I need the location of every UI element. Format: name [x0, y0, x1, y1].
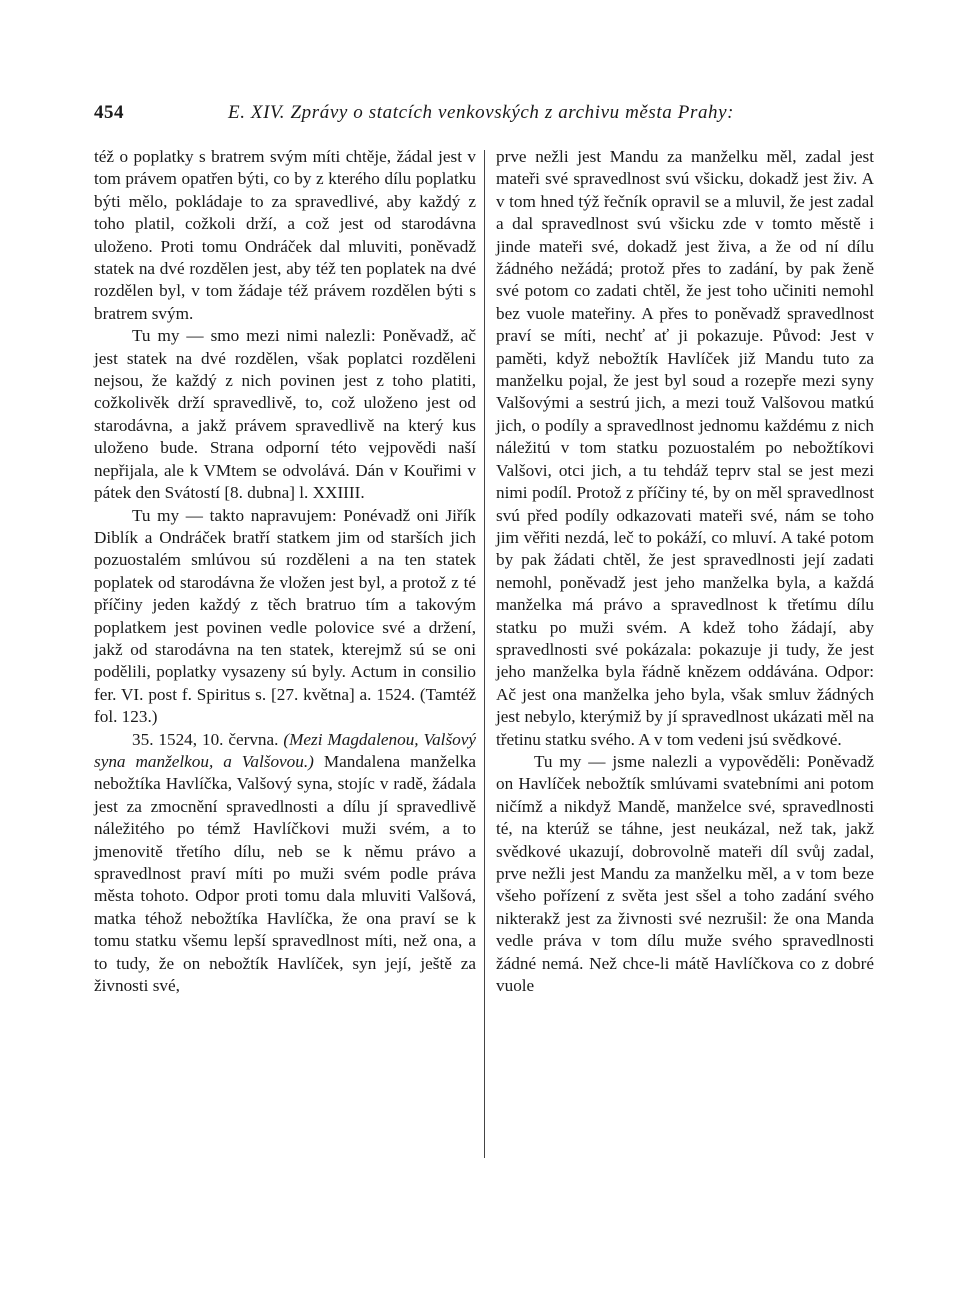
paragraph — [94, 729, 476, 998]
paragraph: Tu my — smo mezi nimi nalezli: Poněvadž, ač jest statek na dvé rozdělen, však poplatci rozděleni nejsou, že každý z nich povinen jest z toho platiti, cožkolivěk drží spravedlivě, to, což uloženo jest od starodávna, a jakž právem spravedlivě na který kus uloženo bude. Strana odporní této vejpovědi naší nepřijala, ale k VMtem se odvolává. Dán v Kouřimi v pátek den Svátostí [8. dubna] l. XXIIII. — [94, 326, 476, 503]
entry-parties: (Mezi Magdalenou, Valšový syna manželkou, a Valšovou.) — [94, 729, 476, 771]
right-column — [496, 146, 874, 997]
running-title: E. XIV. Zprávy o statcích venkovských z archivu města Prahy: — [228, 102, 735, 123]
paragraph: Tu my — takto napravujem: Ponévadž oni Jiřík Diblík a Ondráček bratří statkem jim od starších jich pozuostalém smlúvou sú rozděleni a na ten statek poplatek od starodávna že vložen jest byl, a protož z té příčiny jeden každý z těch bratruo tím a takovým poplatkem jest povinen vedle polovice své a držení, jakž od starodávna na ten statek, kterejmž sú se oni podělili, poplatky vysazeny sú byly. Actum in consilio fer. VI. post f. Spiritus s. [27. května] a. 1524. (Tamtéž fol. 123.) — [94, 505, 476, 727]
page-number: 454 — [94, 102, 124, 123]
entry-heading: 35. 1524, 10. června. — [132, 729, 284, 749]
entry-text: Mandalena manželka nebožtíka Havlíčka, Valšový syna, stojíc v radě, žádala jest za zmocnění spravedlnosti a dílu jí spravedlivě náležitého po témž Havlíčkovi muži svém, a to jmenovitě třetího dílu, neb se k němu právo a spravedlnost praví míti po muži svém podle práva města tohoto. Odpor proti tomu dala mluviti Valšová, matka téhož nebožtíka Havlíčka, že ona praví se k tomu statku všemu lepší spravedlnost míti, než ona, a to tudy, že on nebožtík Havlíček, syn její, ještě za živnosti své, — [94, 751, 476, 996]
paragraph: též o poplatky s bratrem svým míti chtěje, žádal jest v tom právem opatřen býti, co by z kterého dílu poplatku býti mělo, pokládaje to za spravedlivé, aby každý z toho platil, cožkoli drží, a což jest od starodávna uloženo. Proti tomu Ondráček dal mluviti, poněvadž statek na dvé rozdělen jest, aby též ten poplatek na dvé rozdělen byl, v tom žádaje též právem rozdělen býti s bratrem svým. — [94, 147, 476, 323]
page-header — [94, 98, 874, 128]
column-divider — [484, 150, 485, 1158]
paragraph: prve nežli jest Mandu za manželku měl, zadal jest mateři své spravedlnost svú všicku, dokadž jest živ. A v tom hned týž řečník opravil se a mluvil, že jest zadal a dal spravedlnost svú všicku zde v tomto městě i jinde mateři své, dokadž jest živa, a že od ní dílu žádného nežádá; protož přes to zadání, by pak ženě své potom co zadati chtěl, že jest toho učiniti nemohl bez vuole mateřiny. A přes to poněvadž spravedlnost praví se míti, nechť ať ji pokazuje. Původ: Jest v paměti, když nebožtík Havlíček již Mandu tuto za manželku pojal, že jest byl soud a rozepře mezi syny Valšovými a sestrú jich, a mezi touž Valšovou matkú jich, o podíly a spravedlnost jednomu každému z nich náležitú v tom statku pozuostalém po nebožtíkovi Valšovi, otci jich, a tu tehdáž teprv stal se jest mezi nimi podíl. Protož z příčiny té, by on měl spravedlnost svú před podíly odkazovati mateři své, nám se toho jim věřiti nezdá, leč to pokáží, co mluví. A také potom by pak žádati chtěl, že jest spravedlnosti její zadati nemohl, poněvadž jest jeho manželka byla, a každá manželka má právo a spravedlnost k třetímu dílu statku po muži svém. A kdež toho žádají, aby spravedlnosti své pokázala: pokazuje ji tudy, že jest jeho manželka byla řádně knězem oddávána. Odpor: Ač jest ona manželka jeho byla, však smluv žádných jest nebylo, kterýmiž by jí spravedlnost ukázati měl na třetinu statku svého. A v tom vedeni jsú svědkové. — [496, 147, 874, 749]
left-column — [94, 146, 476, 997]
paragraph: Tu my — jsme nalezli a vypověděli: Poněvadž on Havlíček nebožtík smlúvami svatebními ani potom ničímž a nikdyž Mandě, manželce své, spravedlnosti té, na kterúž se táhne, jest neukázal, než tak, jakž svědkové ukazují, dobrovolně mateři díl svůj zadal, prve nežli jest Mandu za manželku měl, a v tom beze všeho pořízení z světa jest sšel a toho zadání svého nikterakž jest za živnosti své nezrušil: že ona Manda vedle práva v tom dílu muže svého spravedlnosti žádné nemá. Než chce-li mátě Havlíčkova co z dobré vuole — [496, 751, 874, 996]
